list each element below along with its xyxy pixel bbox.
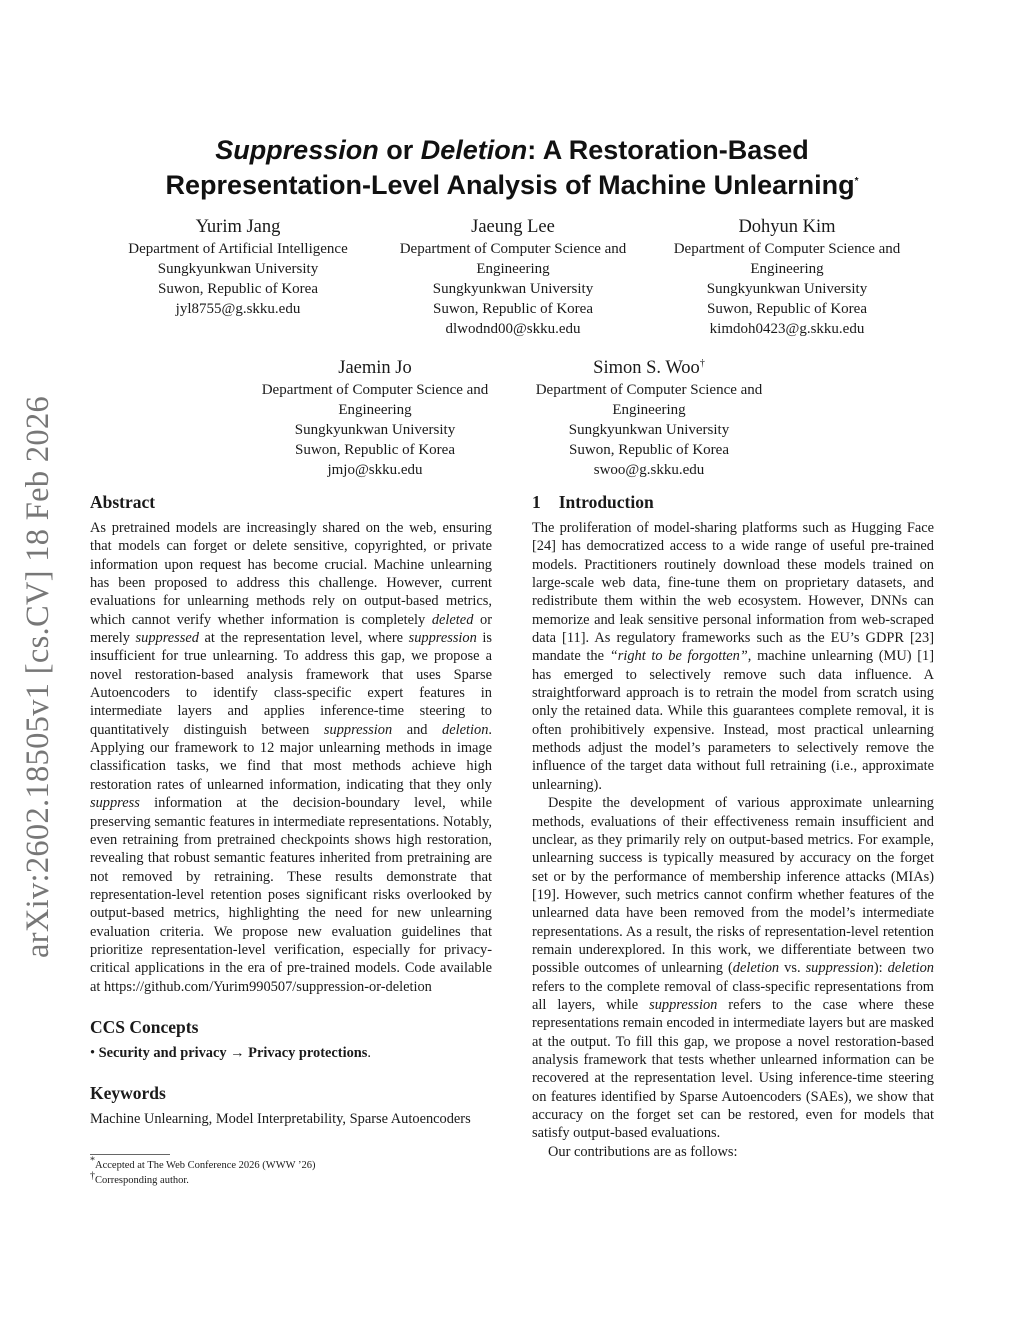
left-column: [90, 491, 492, 1129]
keywords-text: Machine Unlearning, Model Interpretability, Sparse Autoencoders: [90, 1111, 471, 1128]
intro-paragraph: Despite the development of various approximate unlearning methods, evaluations of their effectiveness remain insufficient and unclear, as they primarily rely on output-based metrics. For example, unlearning success is typically measured by accuracy on the forget set or by the performance of membership inference attacks (MIAs) [19]. However, such metrics cannot confirm whether features of the unlearned data have been removed from the model’s intermediate representations. As a result, the risks of representation-level retention remain underexplored. In this work, we differentiate between two possible outcomes of unlearning (deletion vs. suppression): deletion refers to the complete removal of class-specific representations from all layers, while suppression refers to the case where these representations remain encoded in intermediate layers but are masked at the output. To fill this gap, we propose a novel restoration-based analysis framework that tests whether unlearned information can be recovered at the representation level. Using inference-time steering on features identified by Sparse Autoencoders (SAEs), we show that accuracy on the forget set can be restored, even for models that satisfy output-based evaluations.: [532, 795, 934, 1142]
intro-heading: 1 Introduction: [532, 492, 654, 512]
footnotes: *Accepted at The Web Conference 2026 (WWW ’26) †Corresponding author.: [90, 1155, 316, 1186]
keywords-heading: Keywords: [90, 1083, 166, 1104]
footnote-rule: [90, 1154, 170, 1155]
author-block: Dohyun Kim Department of Computer Science and Engineering Sungkyunkwan University Suwon, Republic of Korea kimdoh0423@g.skku.edu: [658, 216, 916, 339]
intro-paragraph: Our contributions are as follows:: [548, 1143, 738, 1160]
arxiv-side-stamp: arXiv:2602.18505v1 [cs.CV] 18 Feb 2026: [20, 395, 56, 958]
ccs-text: • Security and privacy → Privacy protections.: [90, 1044, 371, 1061]
abstract-text: As pretrained models are increasingly shared on the web, ensuring that models can forget or delete sensitive, copyrighted, or private information upon request has become crucial. Machine unlearning has been proposed to address this challenge. However, current evaluations for unlearning methods rely on output-based metrics, which cannot verify whether information is completely deleted or merely suppressed at the representation level, where suppression is insufficient for true unlearning. To address this gap, we propose a novel restoration-based analysis framework that uses Sparse Autoencoders to identify class-specific expert features in intermediate layers and applies inference-time steering to quantitatively distinguish between suppression and deletion. Applying our framework to 12 major unlearning methods in image classification tasks, we find that most methods achieve high restoration rates of unlearned information, indicating that they only suppress information at the decision-boundary level, while preserving semantic features in intermediate representations. Notably, even retraining from pretrained checkpoints shows high restoration, revealing that robust semantic features inherited from pretraining are not removed by retraining. These results demonstrate that representation-level retention poses significant risks overlooked by output-based metrics, highlighting the need for new unlearning evaluation criteria. We propose new evaluation guidelines that prioritize representation-level verification, especially for privacy-critical applications in the era of pre-trained models. Code available at https://github.com/Yurim990507/suppression-or-deletion: [90, 520, 492, 995]
author-name: Simon S. Woo†: [593, 357, 705, 378]
abstract-heading: Abstract: [90, 492, 156, 512]
intro-paragraph: The proliferation of model-sharing platforms such as Hugging Face [24] has democratized access to a wide range of useful pre-trained models. Practitioners routinely download these models trained on large-scale web data, fine-tune them on proprietary datasets, and redistribute them within the web ecosystem. However, DNNs can memorize and leak sensitive personal information from web-scraped data [11]. As regulatory frameworks such as the EU’s GDPR [23] mandate the “right to be forgotten”, machine unlearning (MU) [1] has emerged to selectively remove such data influence. A straightforward approach is to retrain the model from scratch using only the retained data. While this guarantees complete removal, it is often prohibitively expensive. Instead, most practical unlearning methods adjust the model’s parameters to selectively remove the influence of the target data without full retraining (i.e., approximate unlearning).: [532, 520, 934, 793]
author-block: Jaemin Jo Department of Computer Science and Engineering Sungkyunkwan University Suwon, Republic of Korea jmjo@skku.edu: [246, 357, 504, 480]
ccs-heading: CCS Concepts: [90, 1016, 199, 1037]
author-block: Simon S. Woo† Department of Computer Science and Engineering Sungkyunkwan University Suwon, Republic of Korea swoo@g.skku.edu: [520, 357, 778, 480]
author-name: Jaeung Lee: [471, 217, 555, 237]
author-block: Jaeung Lee Department of Computer Science and Engineering Sungkyunkwan University Suwon, Republic of Korea dlwodnd00@skku.edu: [384, 216, 642, 339]
author-block: Yurim Jang Department of Artificial Intelligence Sungkyunkwan University Suwon, Republic of Korea jyl8755@g.skku.edu: [110, 216, 366, 319]
paper-title: Suppression or Deletion: A Restoration-Based Representation-Level Analysis of Machine Unlearning*: [165, 135, 859, 200]
author-name: Jaemin Jo: [338, 358, 412, 378]
author-name: Dohyun Kim: [738, 217, 836, 237]
right-column: [532, 491, 934, 1161]
author-name: Yurim Jang: [195, 217, 281, 237]
